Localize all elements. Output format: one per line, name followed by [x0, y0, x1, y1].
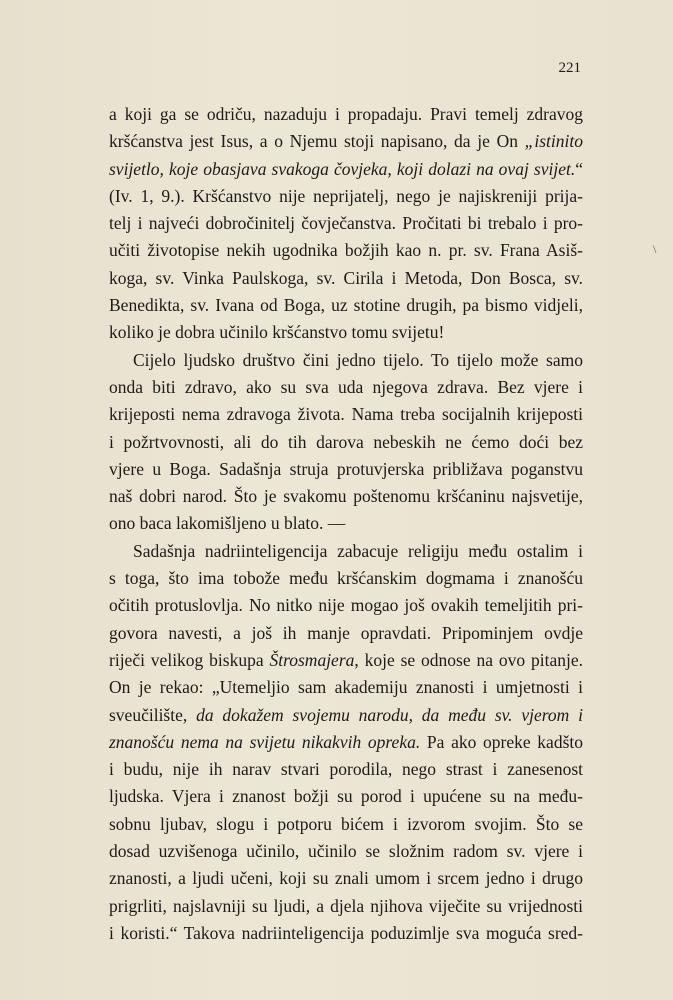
- text-run: (Iv. 1, 9.). Kršćanstvo nije neprijatelj, nego je najiskreniji prija-: [109, 185, 583, 206]
- text-line: [109, 783, 583, 810]
- text-line: [109, 920, 583, 947]
- text-run: učiti životopise nekih ugodnika božjih kao n. pr. sv. Frana Asiš-: [109, 240, 583, 261]
- body-text: [109, 101, 583, 947]
- text-run: , koje se odnose na ovo pitanje.: [354, 649, 583, 670]
- text-line: [109, 729, 583, 756]
- text-line: [109, 292, 583, 319]
- text-line: [109, 674, 583, 701]
- text-run: sobnu ljubav, slogu i potporu bićem i izvorom svojim. Što se: [109, 813, 583, 834]
- text-line: [109, 237, 583, 264]
- text-run: a koji ga se odriču, nazaduju i propadaju. Pravi temelj zdravog: [109, 104, 583, 124]
- text-line: [109, 183, 583, 210]
- italic-text: da dokažem svojemu narodu, da među sv. vjerom i: [196, 704, 584, 725]
- italic-text: svijetlo, koje obasjava svakoga čovjeka, koji dolazi na ovaj svijet.: [109, 158, 576, 179]
- text-line: [109, 756, 583, 783]
- text-run: koliko je dobra učinilo kršćanstvo tomu svijetu!: [109, 322, 445, 343]
- text-run: s toga, što ima tobože među kršćanskim dogmama i znanošću: [109, 568, 583, 589]
- text-line: [109, 319, 583, 346]
- text-run: ljudska. Vjera i znanost božji su porod i upućene su na među-: [109, 786, 583, 807]
- text-run: prigrliti, najslavniji su ljudi, a djela njihova viječite su vrijednosti: [109, 895, 583, 916]
- text-run: kriјeposti nema zdravoga života. Nama treba socijalnih kriјeposti: [109, 404, 583, 425]
- text-run: i požrtvovnosti, ali do tih darova nebeskih ne ćemo doći bez: [109, 431, 583, 452]
- text-line: [109, 374, 583, 401]
- text-run: dosad uzvišenoga učinilo, učinilo se složnim radom sv. vjere i: [109, 841, 583, 862]
- text-line: [109, 456, 583, 483]
- text-line: [109, 156, 583, 183]
- text-run: ono baca lakomišljeno u blato. —: [109, 513, 346, 534]
- text-run: onda biti zdravo, ako su sva uda njegova zdrava. Bez vjere i: [109, 376, 583, 397]
- text-run: Cijelo ljudsko društvo čini jedno tijelo. To tijelo može samo: [133, 349, 583, 370]
- text-run: sveučilište,: [109, 704, 197, 725]
- text-run: i budu, nije ih narav stvari porodila, nego strast i zanesenost: [109, 759, 583, 780]
- text-run: vjere u Boga. Sadašnja struja protuvjerska približava poganstvu: [109, 458, 583, 479]
- text-run: kršćanstva jest Isus, a o Njemu stoji napisano, da je On: [109, 131, 525, 152]
- text-line: [109, 592, 583, 619]
- italic-text: znanošću nema na svijetu nikakvih opreka.: [109, 731, 421, 752]
- text-line: [109, 401, 583, 428]
- text-run: Sadašnja nadriinteligencija zabacuje religiju među ostalim i: [133, 540, 583, 561]
- text-line: [109, 893, 583, 920]
- text-line: [109, 538, 583, 565]
- text-run: “: [575, 158, 583, 179]
- text-run: znanosti, a ljudi učeni, koji su znali umom i srcem jedno i drugo: [109, 868, 583, 889]
- text-line: [109, 565, 583, 592]
- text-line: [109, 811, 583, 838]
- text-run: Benedikta, sv. Ivana od Boga, uz stotine drugih, pa bismo vidjeli,: [109, 295, 583, 316]
- text-line: [109, 128, 583, 155]
- italic-text: Štrosmajera: [269, 649, 355, 670]
- text-line: [109, 429, 583, 456]
- text-line: [109, 101, 583, 128]
- text-run: očitih protuslovlja. No nitko nije mogao još ovakih temeljitih pri-: [109, 595, 583, 616]
- text-run: On je rekao: „Utemeljio sam akademiju znanosti i umjetnosti i: [109, 677, 583, 698]
- text-line: [109, 647, 583, 674]
- text-run: Pa ako opreke kadšto: [420, 731, 583, 752]
- page-number: 221: [558, 60, 581, 76]
- text-line: [109, 483, 583, 510]
- text-run: koga, sv. Vinka Paulskoga, sv. Cirila i Metoda, Don Bosca, sv.: [109, 267, 583, 288]
- text-line: [109, 347, 583, 374]
- text-line: [109, 510, 583, 537]
- italic-text: „istinito: [524, 131, 583, 152]
- text-run: naš dobri narod. Što je svakomu poštenomu kršćaninu najsvetije,: [109, 486, 583, 507]
- text-line: [109, 620, 583, 647]
- text-line: [109, 865, 583, 892]
- text-line: [109, 702, 583, 729]
- text-run: govora navesti, a još ih manje opravdati. Pripominjem ovdje: [109, 622, 583, 643]
- text-line: [109, 265, 583, 292]
- text-line: [109, 838, 583, 865]
- text-run: riječi velikog biskupa: [109, 649, 270, 670]
- margin-mark: \: [653, 242, 657, 256]
- text-run: telj i najveći dobročinitelj čovječanstva. Pročitati bi trebalo i pro-: [109, 213, 583, 234]
- text-run: i koristi.“ Takova nadriinteligencija poduzimlje sva moguća sred-: [109, 922, 583, 943]
- text-line: [109, 210, 583, 237]
